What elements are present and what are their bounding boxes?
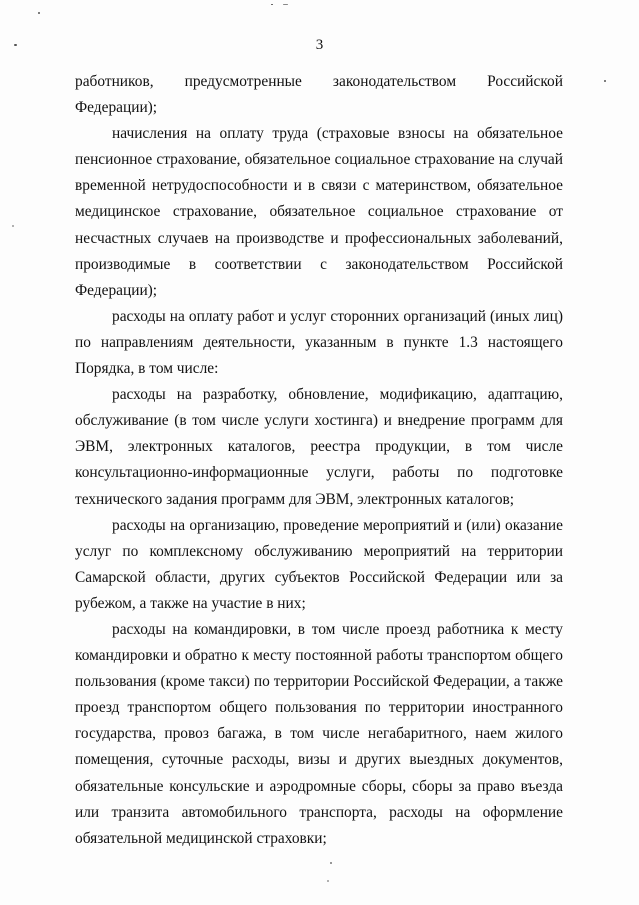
document-body — [75, 69, 563, 852]
paragraph: начисления на оплату труда (страховые взносы на обязательное пенсионное страхование, обязательное социальное страхование на случай временной нетрудоспособности и в связи с материнством, обязательное медицинское страхование, обязательное социальное страхование от несчастных случаев на производстве и профессиональных заболеваний, производимые в соответствии с законодательством Российской Федерации); — [75, 125, 563, 299]
paragraph: расходы на оплату работ и услуг сторонних организаций (иных лиц) по направлениям деятельности, указанным в пункте 1.3 настоящего Порядка, в том числе: — [75, 307, 563, 378]
page-number: 3 — [315, 37, 324, 53]
paragraph: расходы на организацию, проведение мероприятий и (или) оказание услуг по комплексному обслуживанию мероприятий на территории Самарской области, других субъектов Российской Федерации или за рубежом, а также на участие в них; — [75, 516, 563, 612]
scan-speck — [12, 225, 14, 227]
scan-speck — [604, 80, 606, 82]
paragraph: работников, предусмотренные законодательством Российской Федерации); — [75, 73, 563, 117]
scan-speck — [283, 4, 288, 5]
scan-speck — [38, 12, 40, 14]
scan-speck — [271, 4, 273, 5]
paragraph: расходы на разработку, обновление, модификацию, адаптацию, обслуживание (в том числе услуги хостинга) и внедрение программ для ЭВМ, электронных каталогов, реестра продукции, в том числе консультационно-информационные услуги, работы по подготовке технического задания программ для ЭВМ, электронных каталогов; — [75, 386, 563, 508]
paragraph: расходы на командировки, в том числе проезд работника к месту командировки и обратно к месту постоянной работы транспортом общего пользования (кроме такси) по территории Российской Федерации, а также проезд транспортом общего пользования по территории иностранного государства, провоз багажа, в том числе негабаритного, наем жилого помещения, суточные расходы, визы и других выездных документов, обязательные консульские и аэродромные сборы, сборы за право въезда или транзита автомобильного транспорта, расходы на оформление обязательной медицинской страховки; — [75, 620, 563, 847]
scan-speck — [330, 862, 332, 864]
scan-speck — [327, 880, 329, 882]
